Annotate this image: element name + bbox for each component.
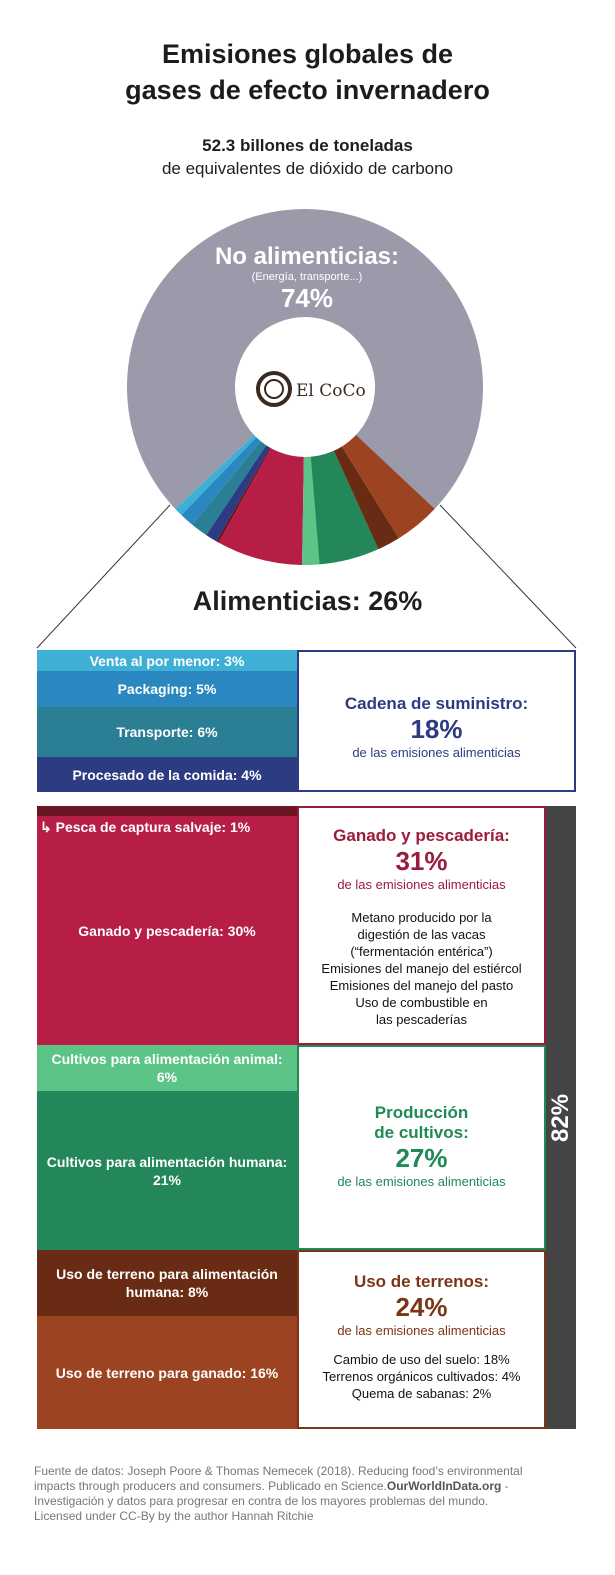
band-processing: Procesado de la comida: 4%	[37, 757, 297, 792]
footer-line-4: Licensed under CC-By by the author Hannah Ritchie	[34, 1509, 314, 1523]
logo-text: El CoCo	[296, 381, 366, 401]
livestock-item: (“fermentación entérica”)	[350, 944, 493, 959]
livestock-item: Emisiones del manejo del pasto	[329, 978, 514, 993]
emissions-donut-chart	[0, 0, 615, 660]
footer-line-2	[34, 1479, 584, 1494]
livestock-item: las pescaderías	[375, 1012, 468, 1027]
footer-line-2-tail: -	[501, 1479, 509, 1493]
title-line-1: Emisiones globales de	[161, 39, 454, 69]
livestock-item: digestión de las vacas	[357, 927, 486, 942]
band-packaging: Packaging: 5%	[37, 671, 297, 707]
band-crops-animal-feed: Cultivos para alimentación animal: 6%	[37, 1045, 297, 1091]
non-food-sublabel: (Energía, transporte...)	[251, 271, 363, 283]
land-use-item: Terrenos orgánicos cultivados: 4%	[322, 1369, 521, 1384]
supply-chain-subtitle: de las emisiones alimenticias	[352, 745, 521, 760]
band-fisheries	[37, 806, 297, 816]
non-food-percent: 74%	[280, 283, 334, 313]
fisheries-label: Pesca de captura salvaje: 1%	[55, 819, 251, 835]
livestock-percent: 31%	[395, 846, 448, 876]
supply-chain-percent: 18%	[410, 714, 463, 744]
connector-line-right	[440, 505, 576, 648]
supply-chain-heading: Cadena de suministro:	[344, 694, 529, 713]
land-use-item: Quema de sabanas: 2%	[351, 1386, 492, 1401]
band-land-use-human-food: Uso de terreno para alimentación humana: 8%	[37, 1250, 297, 1316]
production-share-label: 82%	[547, 1093, 574, 1142]
land-use-heading: Uso de terrenos:	[353, 1272, 490, 1291]
panel-supply-chain	[297, 650, 576, 792]
footer-line-1: Fuente de datos: Joseph Poore & Thomas Nemecek (2018). Reducing food’s environmental	[34, 1464, 523, 1478]
crops-percent: 27%	[395, 1143, 448, 1173]
band-transport: Transporte: 6%	[37, 707, 297, 757]
fisheries-label-row	[40, 818, 250, 836]
footer-source	[34, 1464, 584, 1524]
band-livestock: Ganado y pescadería: 30%	[37, 816, 297, 1045]
food-total-label: Alimenticias: 26%	[192, 586, 423, 616]
land-use-subtitle: de las emisiones alimenticias	[337, 1323, 506, 1338]
livestock-item: Uso de combustible en	[355, 995, 488, 1010]
land-use-item: Cambio de uso del suelo: 18%	[333, 1352, 510, 1367]
livestock-subtitle: de las emisiones alimenticias	[337, 877, 506, 892]
footer-line-3: Investigación y datos para progresar en contra de los mayores problemas del mundo.	[34, 1494, 489, 1508]
band-land-use-livestock: Uso de terreno para ganado: 16%	[37, 1316, 297, 1429]
corner-arrow-icon: ↳	[40, 819, 52, 835]
crops-subtitle: de las emisiones alimenticias	[337, 1174, 506, 1189]
panel-land-use	[297, 1250, 546, 1429]
non-food-label: No alimenticias:	[214, 243, 400, 270]
livestock-item: Metano producido por la	[351, 910, 492, 925]
crops-heading-line-2: de cultivos:	[374, 1123, 469, 1142]
livestock-heading: Ganado y pescadería:	[333, 826, 510, 845]
panel-crop-production	[297, 1045, 546, 1250]
band-retail: Venta al por menor: 3%	[37, 650, 297, 671]
footer-line-2-text: impacts through producers and consumers. Publicado en Science.	[34, 1479, 387, 1493]
title-line-2: gases de efecto invernadero	[125, 75, 490, 105]
panel-livestock	[297, 806, 546, 1045]
footer-owid-link: OurWorldInData.org	[386, 1479, 502, 1493]
land-use-percent: 24%	[395, 1292, 448, 1322]
production-share-bar	[546, 806, 576, 1429]
connector-line-left	[37, 505, 170, 648]
livestock-item: Emisiones del manejo del estiércol	[321, 961, 522, 976]
total-emissions-value: 52.3 billones de toneladas	[202, 136, 413, 155]
band-crops-human-food: Cultivos para alimentación humana: 21%	[37, 1091, 297, 1250]
total-emissions-unit: de equivalentes de dióxido de carbono	[161, 159, 454, 178]
crops-heading-line-1: Producción	[374, 1103, 469, 1122]
